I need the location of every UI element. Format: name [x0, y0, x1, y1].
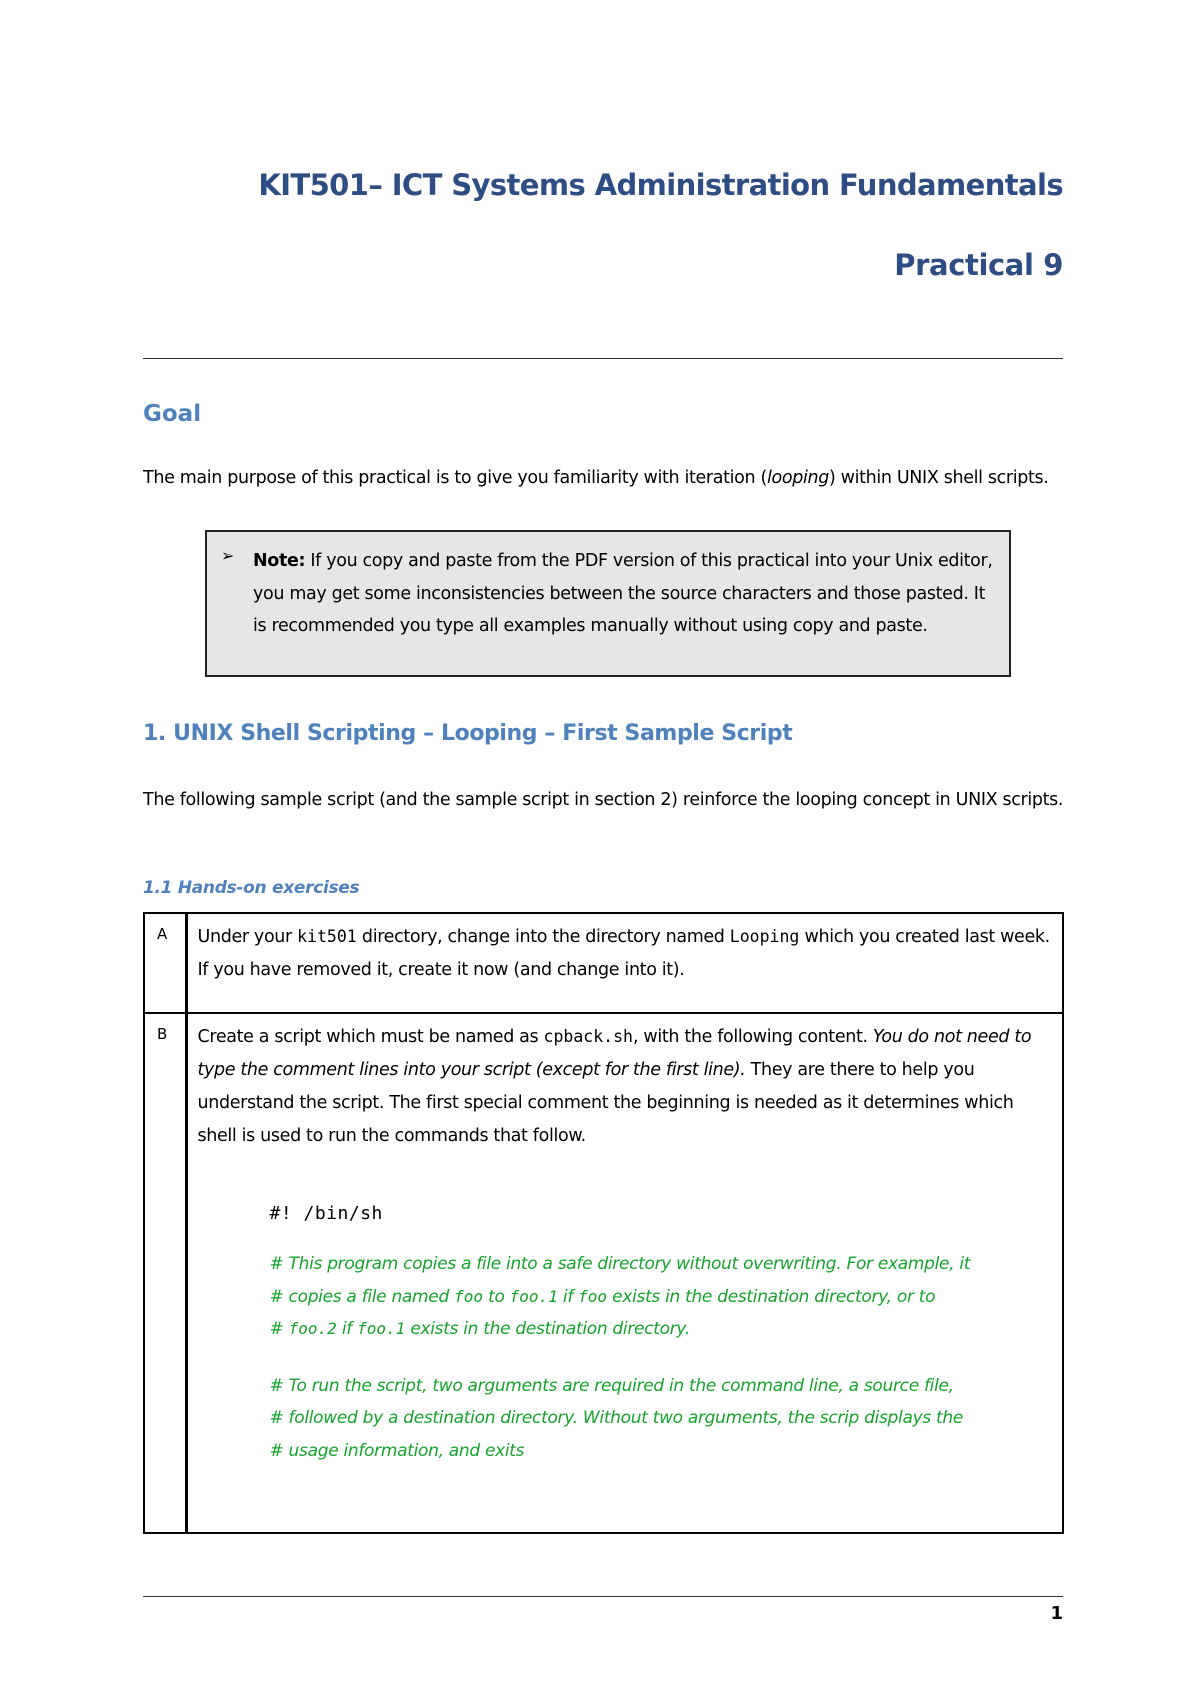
- goal-heading: Goal: [143, 401, 202, 427]
- note-text: [253, 545, 993, 643]
- exercise-a-text-3: which you created last week. If you have removed it, create it now (and change into it).: [197, 927, 1050, 980]
- note-label: Note:: [253, 551, 306, 571]
- script-code-block: [270, 1203, 1053, 1467]
- shebang-line: #! /bin/sh: [269, 1203, 383, 1224]
- section-1-intro: The following sample script (and the sample script in section 2) reinforce the looping concept in UNIX scripts.: [143, 790, 1064, 810]
- footer-divider: [143, 1596, 1063, 1597]
- goal-paragraph: [143, 465, 1068, 491]
- exercise-label-a: A: [144, 913, 186, 1013]
- exercise-content-b: [186, 1013, 1063, 1533]
- exercise-row-b: [144, 1013, 1063, 1533]
- subsection-1-1-heading: 1.1 Hands-on exercises: [143, 878, 360, 898]
- goal-text-start: The main purpose of this practical is to give you familiarity with iteration (: [143, 468, 767, 488]
- comment-line: # copies a file named foo to foo.1 if foo exists in the destination directory, or to: [269, 1286, 936, 1307]
- exercise-a-text-1: Under your: [197, 927, 298, 947]
- course-title: KIT501– ICT Systems Administration Fundamentals: [258, 168, 1063, 202]
- comment-line: # followed by a destination directory. Without two arguments, the scrip displays the: [269, 1408, 964, 1428]
- code-cpback: cpback.sh: [543, 1027, 633, 1046]
- exercise-b-text-1: Create a script which must be named as: [197, 1027, 544, 1047]
- arrow-bullet-icon: ➢: [221, 546, 235, 565]
- exercise-row-a: [144, 913, 1063, 1013]
- code-comment-block-1: [270, 1248, 1053, 1346]
- exercise-a-text-2: directory, change into the directory named: [356, 927, 730, 947]
- exercise-b-italic: You do not need to type the comment lines into your script (except for the first line).: [197, 1027, 1032, 1080]
- comment-line: # To run the script, two arguments are required in the command line, a source file,: [269, 1375, 954, 1396]
- exercise-label-b: B: [144, 1013, 186, 1533]
- exercise-b-text-2: , with the following content.: [632, 1027, 873, 1047]
- comment-line: # This program copies a file into a safe directory without overwriting. For example, it: [269, 1254, 971, 1274]
- code-comment-block-2: [270, 1370, 1053, 1468]
- practical-title: Practical 9: [894, 248, 1063, 282]
- goal-text-end: ) within UNIX shell scripts.: [828, 468, 1049, 488]
- comment-line: # usage information, and exits: [269, 1440, 525, 1461]
- comment-line: # foo.2 if foo.1 exists in the destination directory.: [269, 1319, 690, 1339]
- code-kit501: kit501: [297, 927, 357, 946]
- exercise-content-a: [186, 913, 1063, 1013]
- header-divider: [143, 358, 1063, 359]
- goal-text-italic: looping: [766, 468, 829, 488]
- page-number: 1: [1050, 1603, 1063, 1624]
- section-1-heading: 1. UNIX Shell Scripting – Looping – First Sample Script: [143, 721, 793, 746]
- exercise-b-text-3: They are there to help you understand the script. The first special comment the beginning is needed as it determines which shell is used to run the commands that follow.: [197, 1060, 1014, 1146]
- note-body: If you copy and paste from the PDF version of this practical into your Unix editor, you may get some inconsistencies between the source characters and those pasted. It is recommended you type all examples manually without using copy and paste.: [253, 551, 993, 636]
- code-looping: Looping: [729, 927, 800, 946]
- exercise-table: [143, 912, 1064, 1534]
- note-box: [205, 530, 1011, 677]
